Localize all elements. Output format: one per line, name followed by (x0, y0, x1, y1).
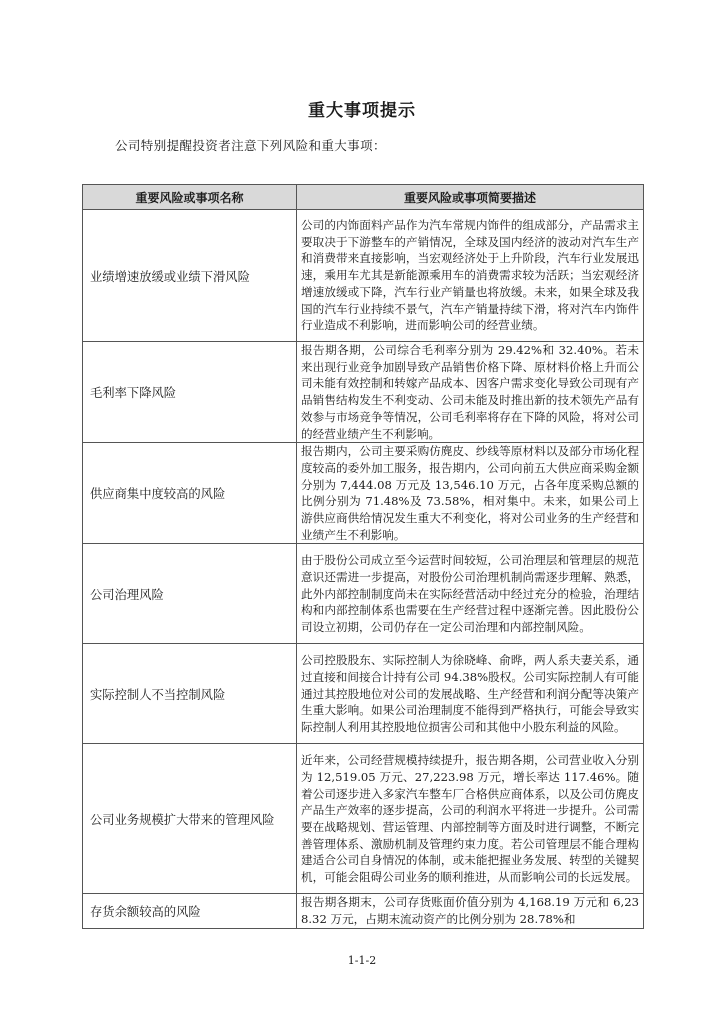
header-risk-description: 重要风险或事项简要描述 (297, 185, 644, 210)
risk-description: 近年来，公司经营规模持续提升，报告期各期，公司营业收入分别为 12,519.05 万元、27,223.98 万元，增长率达 117.46%。随着公司逐步进入多家汽车整车厂合格供应商体系，以及公司仿麂皮产品生产效率的逐步提高，公司的利润水平将进一步提升。公司需要在战略规划、营运管理、内部控制等方面及时进行调整，不断完善管理体系、激励机制及管理约束力度。若公司管理层不能合理构建适合公司自身情况的体制，或未能把握业务发展、转型的关键契机，可能会阻碍公司业务的顺利推进，从而影响公司的长远发展。 (297, 744, 644, 894)
risk-name: 业绩增速放缓或业绩下滑风险 (83, 210, 297, 342)
risk-table (82, 184, 644, 929)
risk-name: 公司业务规模扩大带来的管理风险 (83, 744, 297, 894)
risk-name: 存货余额较高的风险 (83, 894, 297, 928)
risk-name: 供应商集中度较高的风险 (83, 443, 297, 544)
intro-text: 公司特别提醒投资者注意下列风险和重大事项： (115, 138, 386, 153)
risk-description: 报告期各期，公司综合毛利率分别为 29.42%和 32.40%。若未来出现行业竞争加剧导致产品销售价格下降、原材料价格上升而公司未能有效控制和转嫁产品成本、因客户需求变化导致公司现有产品销售结构发生不利变动、公司未能及时推出新的技术领先产品有效参与市场竞争等情况，公司毛利率将存在下降的风险，将对公司的经营业绩产生不利影响。 (297, 342, 644, 443)
risk-description: 报告期内，公司主要采购仿麂皮、纱线等原材料以及部分市场化程度较高的委外加工服务，报告期内，公司向前五大供应商采购金额分别为 7,444.08 万元及 13,546.10 万元，占各年度采购总额的比例分别为 71.48%及 73.58%，相对集中。未来，如果公司上游供应商供给情况发生重大不利变化，将对公司业务的生产经营和业绩产生不利影响。 (297, 443, 644, 544)
table-row (83, 342, 644, 443)
risk-name: 公司治理风险 (83, 544, 297, 644)
risk-name: 实际控制人不当控制风险 (83, 644, 297, 744)
table-row (83, 210, 644, 342)
table-row (83, 894, 644, 928)
risk-name: 毛利率下降风险 (83, 342, 297, 443)
table-row (83, 644, 644, 744)
risk-description: 公司控股股东、实际控制人为徐晓峰、俞晔，两人系夫妻关系，通过直接和间接合计持有公司 94.38%股权。公司实际控制人有可能通过其控股地位对公司的发展战略、生产经营和利润分配等决策产生重大影响。如果公司治理制度不能得到严格执行，可能会导致实际控制人利用其控股地位损害公司和其他中小股东利益的风险。 (297, 644, 644, 744)
risk-description: 报告期各期末，公司存货账面价值分别为 4,168.19 万元和 6,238.32 万元，占期末流动资产的比例分别为 28.78%和 (297, 894, 644, 928)
table-row (83, 443, 644, 544)
page-title: 重大事项提示 (308, 101, 416, 121)
risk-description: 公司的内饰面料产品作为汽车常规内饰件的组成部分，产品需求主要取决于下游整车的产销情况，全球及国内经济的波动对汽车生产和消费带来直接影响，当宏观经济处于上升阶段，汽车行业发展迅速，乘用车尤其是新能源乘用车的消费需求较为活跃；当宏观经济增速放缓或下降，汽车行业产销量也将放缓。未来，如果全球及我国的汽车行业持续不景气，汽车产销量持续下滑，将对汽车内饰件行业造成不利影响，进而影响公司的经营业绩。 (297, 210, 644, 342)
header-risk-name: 重要风险或事项名称 (83, 185, 297, 210)
table-row (83, 544, 644, 644)
table-row (83, 744, 644, 894)
risk-description: 由于股份公司成立至今运营时间较短，公司治理层和管理层的规范意识还需进一步提高，对股份公司治理机制尚需逐步理解、熟悉，此外内部控制制度尚未在实际经营活动中经过充分的检验，治理结构和内部控制体系也需要在生产经营过程中逐渐完善。因此股份公司设立初期，公司仍存在一定公司治理和内部控制风险。 (297, 544, 644, 644)
page-number: 1-1-2 (347, 954, 377, 967)
table-header-row (83, 185, 644, 210)
